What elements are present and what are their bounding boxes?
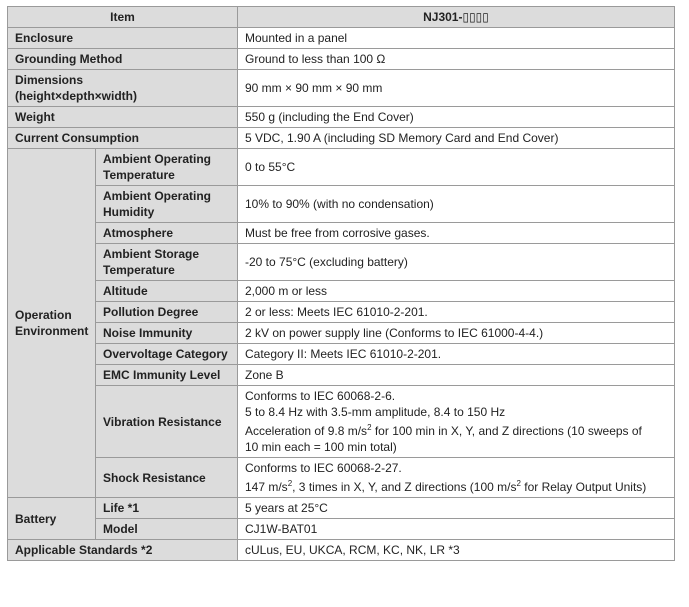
battery-group-label: Battery — [8, 498, 96, 540]
dimensions-label-line-1: Dimensions — [15, 73, 84, 87]
row-label-pollution: Pollution Degree — [96, 302, 238, 323]
row-value-altitude: 2,000 m or less — [238, 281, 675, 302]
table-row — [8, 281, 675, 302]
row-value-standards: cULus, EU, UKCA, RCM, KC, NK, LR *3 — [238, 540, 675, 561]
shock-line-2-text: 147 m/s — [245, 480, 288, 494]
ambient-humidity-label-line-2: Humidity — [103, 205, 155, 219]
row-value-overvoltage: Category II: Meets IEC 61010-2-201. — [238, 344, 675, 365]
vibration-line-3-text: Acceleration of 9.8 m/s — [245, 424, 368, 438]
row-label-ambient-humidity — [96, 186, 238, 223]
row-value-grounding: Ground to less than 100 Ω — [238, 49, 675, 70]
table-row — [8, 244, 675, 281]
row-label-atmosphere: Atmosphere — [96, 223, 238, 244]
ambient-humidity-label-line-1: Ambient Operating — [103, 189, 212, 203]
table-row — [8, 302, 675, 323]
row-value-storage-temp: -20 to 75°C (excluding battery) — [238, 244, 675, 281]
operation-label-line-2: Environment — [15, 324, 89, 338]
table-row — [8, 49, 675, 70]
dimensions-label-line-2: (height×depth×width) — [15, 89, 137, 103]
vibration-line-4: 10 min each = 100 min total) — [245, 440, 397, 454]
row-label-emc: EMC Immunity Level — [96, 365, 238, 386]
storage-temp-label-line-1: Ambient Storage — [103, 247, 200, 261]
operation-label-line-1: Operation — [15, 308, 72, 322]
table-row — [8, 70, 675, 107]
row-label-standards: Applicable Standards *2 — [8, 540, 238, 561]
row-label-vibration: Vibration Resistance — [96, 386, 238, 458]
ambient-temp-label-line-1: Ambient Operating — [103, 152, 212, 166]
table-row — [8, 28, 675, 49]
row-label-dimensions — [8, 70, 238, 107]
row-label-overvoltage: Overvoltage Category — [96, 344, 238, 365]
table-row — [8, 519, 675, 540]
shock-line-2-text-end: for Relay Output Units) — [520, 480, 647, 494]
shock-line-2-superscript: 2 — [287, 479, 293, 488]
table-row — [8, 458, 675, 498]
vibration-line-3-superscript: 2 — [367, 423, 372, 432]
row-label-weight: Weight — [8, 107, 238, 128]
row-value-emc: Zone B — [238, 365, 675, 386]
row-label-grounding: Grounding Method — [8, 49, 238, 70]
row-value-battery-model: CJ1W-BAT01 — [238, 519, 675, 540]
vibration-line-1: Conforms to IEC 60068-2-6. — [245, 389, 396, 403]
table-row — [8, 365, 675, 386]
table-row — [8, 323, 675, 344]
vibration-line-2: 5 to 8.4 Hz with 3.5-mm amplitude, 8.4 to 150 Hz — [245, 405, 506, 419]
row-value-shock — [238, 458, 675, 498]
row-value-ambient-temp: 0 to 55°C — [238, 149, 675, 186]
vibration-line-3 — [245, 423, 667, 439]
row-label-battery-model: Model — [96, 519, 238, 540]
shock-line-2-text-mid: , 3 times in X, Y, and Z directions (100 m/s — [292, 480, 517, 494]
row-label-enclosure: Enclosure — [8, 28, 238, 49]
table-row — [8, 386, 675, 458]
row-value-noise: 2 kV on power supply line (Conforms to IEC 61000-4-4.) — [238, 323, 675, 344]
shock-line-1: Conforms to IEC 60068-2-27. — [245, 461, 402, 475]
table-row — [8, 107, 675, 128]
row-value-dimensions: 90 mm × 90 mm × 90 mm — [238, 70, 675, 107]
storage-temp-label-line-2: Temperature — [103, 263, 175, 277]
row-label-battery-life: Life *1 — [96, 498, 238, 519]
table-header-row — [8, 7, 675, 28]
specifications-table — [7, 6, 675, 561]
row-value-current: 5 VDC, 1.90 A (including SD Memory Card and End Cover) — [238, 128, 675, 149]
row-value-enclosure: Mounted in a panel — [238, 28, 675, 49]
vibration-line-3-text-end: for 100 min in X, Y, and Z directions (10 sweeps of — [371, 424, 642, 438]
shock-line-2-superscript-2: 2 — [516, 479, 521, 488]
row-value-vibration — [238, 386, 675, 458]
row-label-ambient-temp — [96, 149, 238, 186]
row-label-shock: Shock Resistance — [96, 458, 238, 498]
row-value-pollution: 2 or less: Meets IEC 61010-2-201. — [238, 302, 675, 323]
row-value-weight: 550 g (including the End Cover) — [238, 107, 675, 128]
row-value-atmosphere: Must be free from corrosive gases. — [238, 223, 675, 244]
header-model: NJ301-▯▯▯▯ — [238, 7, 675, 28]
table-row — [8, 498, 675, 519]
table-row — [8, 344, 675, 365]
table-row — [8, 540, 675, 561]
table-row — [8, 128, 675, 149]
ambient-temp-label-line-2: Temperature — [103, 168, 175, 182]
operation-environment-group-label — [8, 149, 96, 498]
table-row — [8, 223, 675, 244]
table-row — [8, 186, 675, 223]
row-label-current: Current Consumption — [8, 128, 238, 149]
shock-line-2 — [245, 479, 667, 495]
table-row — [8, 149, 675, 186]
header-item: Item — [8, 7, 238, 28]
row-label-storage-temp — [96, 244, 238, 281]
row-value-battery-life: 5 years at 25°C — [238, 498, 675, 519]
row-value-ambient-humidity: 10% to 90% (with no condensation) — [238, 186, 675, 223]
row-label-noise: Noise Immunity — [96, 323, 238, 344]
row-label-altitude: Altitude — [96, 281, 238, 302]
